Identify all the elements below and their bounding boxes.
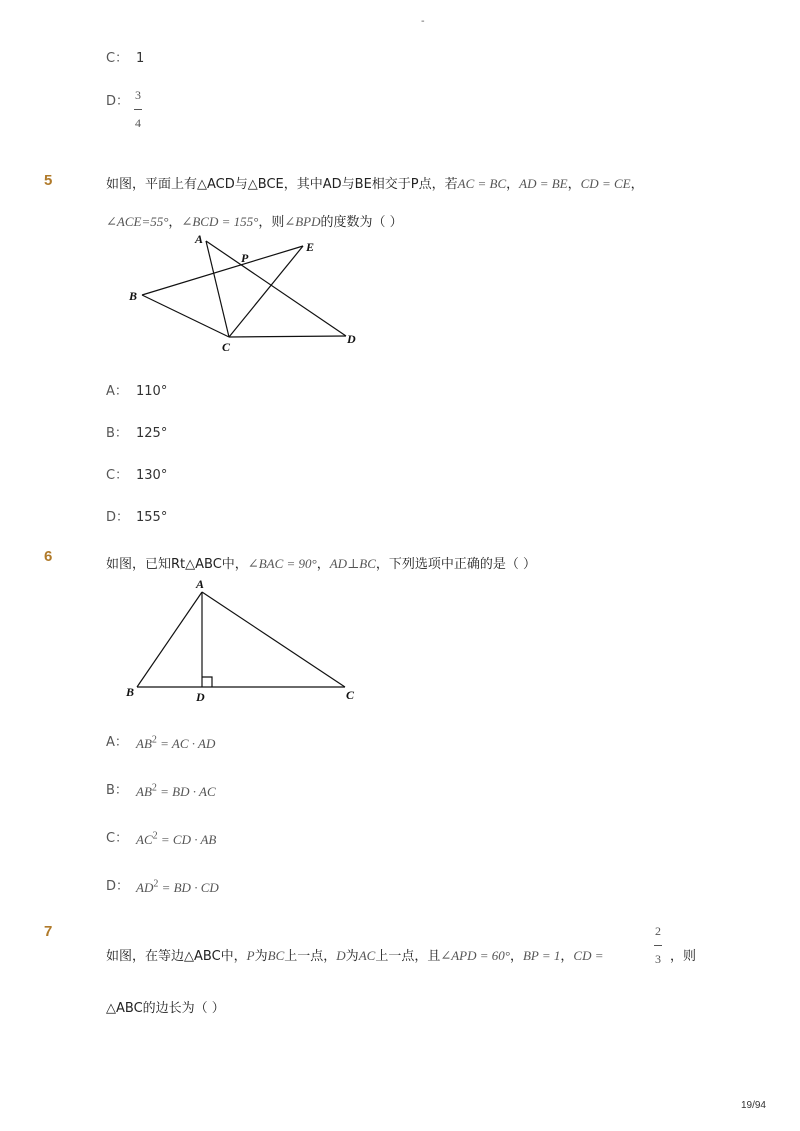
segment-ac [202,592,345,687]
q5-option-a[interactable] [106,380,167,399]
separator: ， [168,215,182,230]
q5-option-c[interactable] [106,464,167,483]
math-expr: ∠APD = 60° [440,948,510,963]
q7-stem-tail: ，则 [670,949,697,964]
question-number-5: 5 [44,172,53,189]
option-label: D： [106,94,130,109]
stem-text: 如图，在等边△ABC中， [106,949,247,964]
point-label-a: A [196,577,205,591]
q6-option-c[interactable] [106,827,216,846]
q7-stem-line2: △ABC的边长为（ ） [106,1001,225,1016]
fraction-denominator: 3 [655,952,661,966]
stem-text: ，则 [258,215,285,230]
q4-option-c[interactable] [106,47,144,66]
q6-option-b[interactable] [106,779,216,798]
point-label-c: C [346,688,355,702]
q6-figure [120,574,370,706]
option-value: 1 [136,51,145,66]
option-label: B： [106,783,128,798]
fraction-bar [134,109,142,110]
option-label: C： [106,468,129,483]
point-label-e: E [306,240,315,254]
option-label: C： [106,831,129,846]
q5-option-d[interactable] [106,506,167,525]
segment-bc [142,295,229,337]
point-label-a: A [195,232,204,246]
stem-text: 如图，平面上有 [106,177,198,192]
q7-stem-line1 [106,945,604,964]
math-expr: AD⊥BC [329,556,376,571]
stem-text: 上一点， [284,949,337,964]
point-label-d: D [347,332,356,346]
math-expr: AC [358,948,376,963]
separator: ， [630,177,644,192]
q4-option-d-fraction [134,88,142,131]
fraction-numerator: 3 [135,88,141,102]
math-expr: ∠BCD = 155° [181,214,259,229]
stem-text: 为 [254,949,268,964]
q4-option-d[interactable] [106,90,136,109]
q6-option-d[interactable] [106,875,219,894]
stem-text: 如图，已知Rt△ABC中， [106,557,248,572]
math-expr: BC [267,948,285,963]
segment-cd [229,336,346,337]
math-expr: AD = BE [519,176,568,191]
point-label-p: P [241,251,249,265]
question-number-6: 6 [44,548,53,565]
math-expr: ∠ACE=55° [106,214,169,229]
option-label: A： [106,384,128,399]
segment-ab [137,592,202,687]
math-expr: BP = 1 [522,948,561,963]
q5-option-b[interactable] [106,422,167,441]
stem-text: ，下列选项中正确的是（ ） [375,557,537,572]
math-expr: CD = CE [580,176,631,191]
option-value: 110° [136,384,168,399]
math-expr: AC = BC [457,176,507,191]
right-angle-mark [202,677,212,687]
math-expr: ∠BAC = 90° [247,556,317,571]
math-expr: ∠BPD [284,214,321,229]
segment-be [142,246,303,295]
separator: ， [560,949,574,964]
option-value: 155° [136,510,168,525]
option-value: 130° [136,468,168,483]
point-label-c: C [222,340,231,354]
option-label: D： [106,510,130,525]
top-mark: - [421,16,425,27]
math-expr: D [336,948,346,963]
fraction-bar [654,945,662,946]
stem-text: 的度数为（ ） [320,215,403,230]
option-label: B： [106,426,128,441]
segment-ad [206,241,346,336]
option-expr: $AB^2$ = BD · AC [136,783,216,800]
segment-ac [206,241,229,337]
q5-stem-line1 [106,173,644,192]
q7-fraction [654,924,662,967]
fraction-denominator: 4 [135,116,141,130]
option-expr: $AC^2$ = CD · AB [136,831,217,848]
option-label: C： [106,51,129,66]
point-label-b: B [126,685,135,699]
q5-figure [120,228,370,356]
stem-text: △ACD与△BCE，其中AD与BE相交于P点，若 [197,177,458,192]
stem-text: 为 [345,949,359,964]
stem-text: 上一点，且 [375,949,441,964]
point-label-d: D [196,690,205,704]
option-label: D： [106,879,130,894]
option-label: A： [106,735,128,750]
point-label-b: B [129,289,138,303]
separator: ， [506,177,520,192]
page-number: 19/94 [740,1100,766,1111]
option-expr: $AB^2$ = AC · AD [136,735,216,752]
math-expr: P [246,948,255,963]
separator: ， [316,557,330,572]
option-value: 125° [136,426,168,441]
fraction-numerator: 2 [655,924,661,938]
math-expr: CD = [573,948,604,963]
q6-option-a[interactable] [106,731,215,750]
separator: ， [509,949,523,964]
separator: ， [567,177,581,192]
option-expr: $AD^2$ = BD · CD [136,879,219,896]
question-number-7: 7 [44,923,53,940]
q6-stem [106,553,536,572]
